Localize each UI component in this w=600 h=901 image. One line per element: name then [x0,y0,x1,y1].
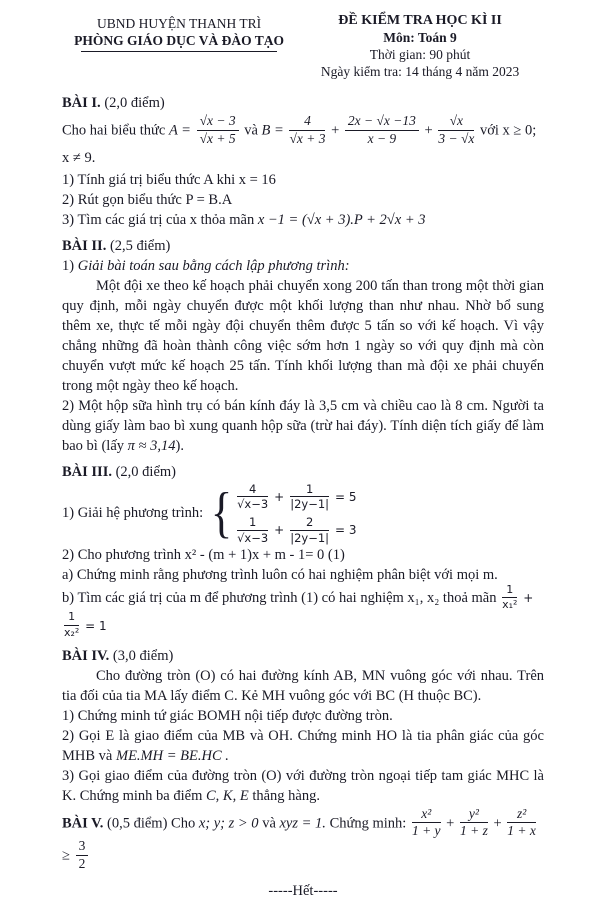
bai4-question-2 [62,726,544,766]
bai1-title: BÀI I. [62,95,101,111]
exam-title: ĐỀ KIỂM TRA HỌC KÌ II [338,13,502,28]
bai2-question-1-instruction: Giải bài toán sau bằng cách lập phương trình: [77,257,350,274]
fraction-b2-denominator: x − 9 [367,130,397,146]
exam-content [62,93,544,901]
bai1-question-3 [62,210,544,230]
plus-sign: + [446,815,455,832]
bai3-question-1 [62,483,544,545]
bai2-question-2-close: ). [175,437,184,454]
bai1-intro-text: Cho hai biểu thức [62,122,166,139]
bai3-points: (2,0 điểm) [115,463,176,480]
bai1-condition: với x ≥ 0; x ≠ 9. [62,122,537,166]
bai4-title: BÀI IV. [62,647,110,664]
expression-a-lhs: A = [168,122,191,139]
bai5-fraction-2-numerator: y² [460,807,488,824]
bai4-heading [62,646,544,666]
bai3-title: BÀI III. [62,463,112,480]
system-equations [235,483,357,545]
bai4-question-3-points: C, K, E [206,787,249,804]
eq2-fraction-2-denominator: |2y−1| [290,530,330,545]
bai3-heading [62,462,544,482]
fraction-b1-denominator: √x + 3 [289,130,326,146]
plus-sign: + [274,523,285,538]
document-header [62,13,544,80]
bai5-fraction-1 [412,807,441,840]
bai5-condition-2: xyz = 1. [279,815,326,832]
q2b-fraction-2-numerator: 1 [64,611,79,625]
bai3-question-1-text: 1) Giải hệ phương trình: [62,505,204,522]
bai5-pre: Cho [171,815,196,832]
bai1-question-1: 1) Tính giá trị biểu thức A khi x = 16 [62,171,276,188]
bai5-title: BÀI V. [62,815,104,832]
bai4-question-3 [62,766,544,806]
bai1-points: (2,0 điểm) [104,95,165,111]
bai3-question-2b [62,585,544,639]
exam-title-block [296,13,544,80]
plus-sign: + [274,489,285,504]
bai5-fraction-1-denominator: 1 + y [411,823,441,839]
q2b-fraction-2-denominator: x₂² [64,625,80,639]
eq1-fraction-1-numerator: 4 [237,483,268,498]
bai2-question-1-number: 1) [62,257,75,274]
bai5-line [62,805,544,873]
bai2-question-1-label [62,256,544,276]
bai1-expressions-line [62,115,544,168]
eq1-fraction-2-numerator: 1 [290,483,329,498]
authority-line1: UBND HUYỆN THANH TRÌ [96,16,262,31]
bai2-heading [62,236,544,256]
fraction-a [197,114,239,147]
system-brace: { [210,482,233,545]
eq2-fraction-2-numerator: 2 [290,516,329,531]
bai5-fraction-3-numerator: z² [507,807,536,824]
bai5-fraction-1-numerator: x² [412,807,441,824]
fraction-a-denominator: √x + 5 [199,130,236,146]
system-equation-1 [235,483,357,511]
q2b-rhs: = 1 [85,618,107,633]
exam-date: Ngày kiểm tra: 14 tháng 4 năm 2023 [320,64,520,79]
system-equation-2 [235,516,357,544]
bai5-fraction-2 [460,807,488,840]
bai3-question-2a: a) Chứng minh rằng phương trình luôn có hai nghiệm phân biệt với mọi m. [62,567,498,584]
eq1-fraction-2 [290,483,329,511]
bai5-mid: và [262,815,276,832]
bai1-question-3-equation: x −1 = (√x + 3).P + 2√x + 3 [257,211,426,228]
geq-sign: ≥ [62,847,70,864]
bai4-intro: Cho đường tròn (O) có hai đường kính AB, MN vuông góc với nhau. Trên tia đối của tia MA lấy điểm C. Kẻ MH vuông góc với BC (H thuộc BC). [62,667,544,704]
bai4-question-2-text: 2) Gọi E là giao điểm của MB và OH. Chứng minh HO là tia phân giác của góc MHB và [62,727,544,764]
fraction-b3-denominator: 3 − √x [438,130,475,146]
expression-b-lhs: B = [261,122,284,139]
bai5-fraction-4-denominator: 2 [78,856,86,872]
bai5-fraction-3 [507,807,536,840]
bai5-condition-1: x; y; z > 0 [198,815,259,832]
bai2-word-problem: Một đội xe theo kế hoạch phải chuyển xong 200 tấn than trong một thời gian quy định, mỗi ngày chuyển được một khối lượng than như nhau. Nhờ bổ sung thêm xe, thực tế mỗi ngày đội chuyển thêm được 5 tấn so với kế hoạch. Vì vậy chẳng những đã hoàn thành công việc sớm hơn 1 ngày so với quy định mà còn chuyển vượt mức kế hoạch 25 tấn. Tính khối lượng than mà đội xe phải chuyển trong một ngày theo kế hoạch. [62,277,544,394]
plus-sign: + [331,122,340,139]
bai4-question-1: 1) Chứng minh tứ giác BOMH nội tiếp được đường tròn. [62,707,393,724]
header-underline [81,51,277,52]
plus-sign: + [424,122,433,139]
bai1-heading [62,93,544,113]
bai4-question-2-equation: ME.MH = BE.HC . [115,747,229,764]
bai4-question-3-close: thẳng hàng. [252,787,320,804]
fraction-b3-numerator: √x [438,114,474,131]
fraction-b1 [289,114,325,147]
exam-duration: Thời gian: 90 phút [369,47,471,62]
bai4-question-3-text: 3) Gọi giao điểm của đường tròn (O) với đường tròn ngoại tiếp tam giác MHC là K. Chứng minh ba điểm [62,767,544,804]
eq1-fraction-2-denominator: |2y−1| [290,497,330,512]
bai2-question-2-text: 2) Một hộp sữa hình trụ có bán kính đáy là 3,5 cm và chiều cao là 8 cm. Người ta dùng giấy làm bao bì xung quanh hộp sữa (trừ hai đáy). Tính diện tích giấy để làm bao bì (lấy [62,397,544,454]
eq2-rhs: = 3 [335,523,357,538]
q2b-fraction-1-numerator: 1 [502,584,517,598]
authority-line2: PHÒNG GIÁO DỤC VÀ ĐÀO TẠO [74,33,284,48]
bai3-question-2b-text: b) Tìm các giá trị của m để phương trình (1) có hai nghiệm x₁, x₂ thoả mãn [62,590,497,607]
fraction-b2-numerator: 2x − √x −13 [345,114,419,131]
bai2-points: (2,5 điểm) [109,237,171,254]
fraction-a-numerator: √x − 3 [197,114,239,131]
bai5-fraction-4-numerator: 3 [76,839,89,856]
bai5-fraction-2-denominator: 1 + z [459,823,488,839]
equation-system [208,483,356,545]
eq1-fraction-1-denominator: √x−3 [237,497,269,512]
plus-sign: + [493,815,502,832]
eq2-fraction-1-numerator: 1 [237,516,268,531]
bai5-label: Chứng minh: [329,815,407,832]
bai2-question-2 [62,396,544,456]
fraction-b2 [345,114,419,147]
bai1-question-2: 2) Rút gọn biểu thức P = B.A [62,191,233,208]
bai2-title: BÀI II. [62,237,107,254]
eq2-fraction-2 [290,516,329,544]
pi-approximation: π ≈ 3,14 [127,437,176,454]
eq1-rhs: = 5 [335,489,357,504]
q2b-fraction-1 [502,584,517,611]
bai3-question-2: 2) Cho phương trình x² - (m + 1)x + m - 1= 0 (1) [62,547,345,564]
bai1-question-3-text: 3) Tìm các giá trị của x thỏa mãn [62,211,255,228]
bai5-fraction-4 [76,839,89,872]
eq2-fraction-1 [237,516,268,544]
q2b-fraction-1-denominator: x₁² [502,598,518,612]
plus-sign: + [523,591,534,606]
q2b-fraction-2 [64,611,79,638]
conjunction-and: và [244,122,258,139]
eq1-fraction-1 [237,483,268,511]
bai4-points: (3,0 điểm) [112,647,174,664]
fraction-b1-numerator: 4 [289,114,325,131]
issuing-authority-block [62,13,296,80]
bai5-points: (0,5 điểm) [107,815,168,832]
fraction-b3 [438,114,474,147]
bai5-fraction-3-denominator: 1 + x [507,823,536,839]
eq2-fraction-1-denominator: √x−3 [237,530,269,545]
end-of-exam-mark: -----Hết----- [268,883,338,899]
exam-subject: Môn: Toán 9 [383,30,457,45]
